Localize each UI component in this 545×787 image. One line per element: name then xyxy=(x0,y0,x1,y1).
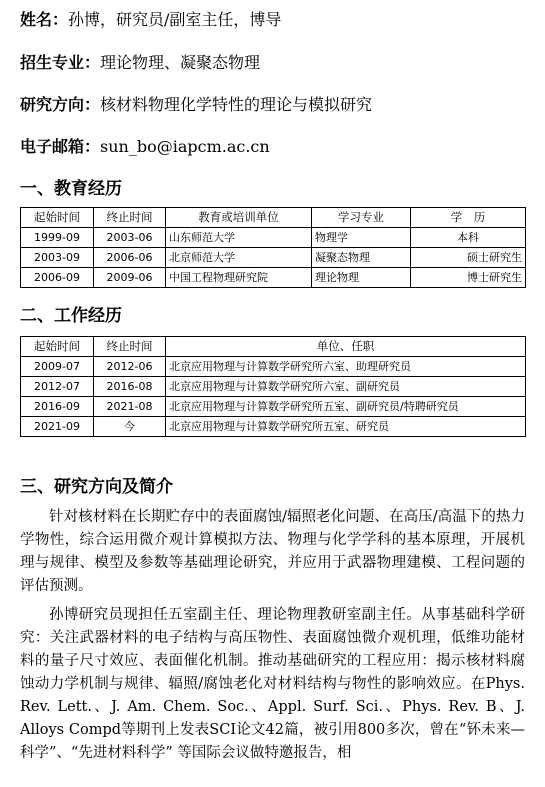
header-start: 起始时间 xyxy=(21,208,94,228)
cell-degree: 本科 xyxy=(411,228,526,248)
education-table xyxy=(20,207,526,288)
cell-degree: 博士研究生 xyxy=(411,268,526,288)
direction-label: 研究方向： xyxy=(20,95,101,114)
cell-position: 北京应用物理与计算数学研究所六室、助理研究员 xyxy=(166,357,526,377)
table-row xyxy=(21,248,526,268)
table-row xyxy=(21,417,526,437)
major-row xyxy=(20,53,260,73)
cell-degree: 硕士研究生 xyxy=(411,248,526,268)
header-end: 终止时间 xyxy=(94,208,166,228)
table-row xyxy=(21,228,526,248)
cell-end: 2021-08 xyxy=(94,397,166,417)
header-institution: 教育或培训单位 xyxy=(166,208,312,228)
cell-start: 2016-09 xyxy=(21,397,94,417)
cell-start: 2006-09 xyxy=(21,268,94,288)
cell-position: 北京应用物理与计算数学研究所六室、副研究员 xyxy=(166,377,526,397)
cell-start: 2009-07 xyxy=(21,357,94,377)
name-row xyxy=(20,10,281,30)
table-row xyxy=(21,397,526,417)
cell-position: 北京应用物理与计算数学研究所五室、副研究员/特聘研究员 xyxy=(166,397,526,417)
cell-end: 今 xyxy=(94,417,166,437)
cell-major: 凝聚态物理 xyxy=(312,248,411,268)
research-paragraph-1: 针对核材料在长期贮存中的表面腐蚀/辐照老化问题、在高压/高温下的热力学物性，综合运用微介观计算模拟方法、物理与化学学科的基本原理，开展机理与规律、模型及参数等基础理论研究，并应用于武器物理建模、工程问题的评估预测。 xyxy=(20,509,525,594)
cell-major: 物理学 xyxy=(312,228,411,248)
cell-end: 2012-06 xyxy=(94,357,166,377)
email-label: 电子邮箱： xyxy=(20,137,101,156)
cell-institution: 中国工程物理研究院 xyxy=(166,268,312,288)
table-row xyxy=(21,268,526,288)
work-table xyxy=(20,336,526,437)
direction-value: 核材料物理化学特性的理论与模拟研究 xyxy=(100,95,373,114)
research-title: 三、研究方向及简介 xyxy=(20,477,173,497)
work-title: 二、工作经历 xyxy=(20,306,122,326)
header-end: 终止时间 xyxy=(94,337,166,357)
cell-start: 2021-09 xyxy=(21,417,94,437)
cell-start: 2003-09 xyxy=(21,248,94,268)
cell-end: 2003-06 xyxy=(94,228,166,248)
cell-end: 2016-08 xyxy=(94,377,166,397)
research-paragraph-2: 孙博研究员现担任五室副主任、理论物理教研室副主任。从事基础科学研究：关注武器材料的电子结构与高压物性、表面腐蚀微介观机理，低维功能材料的量子尺寸效应、表面催化机制。推动基础研究的工程应用：揭示核材料腐蚀动力学机制与规律、辐照/腐蚀老化对材料结构与物性的影响效应。在Phys. Rev. Lett.、J. Am. Chem. Soc.、Appl. Surf. Sci.、Phys. Rev. B、J. Alloys Compd等期刊上发表SCI论文42篇，被引用800多次，曾在“钚未来—科学”、“先进材料科学” 等国际会议做特邀报告，相 xyxy=(20,607,525,761)
header-major: 学习专业 xyxy=(312,208,411,228)
cell-major: 理论物理 xyxy=(312,268,411,288)
header-position: 单位、任职 xyxy=(166,337,526,357)
cell-position: 北京应用物理与计算数学研究所五室、研究员 xyxy=(166,417,526,437)
header-degree: 学 历 xyxy=(411,208,526,228)
cell-start: 2012-07 xyxy=(21,377,94,397)
education-title: 一、教育经历 xyxy=(20,179,122,199)
major-value: 理论物理、凝聚态物理 xyxy=(100,53,261,72)
name-value: 孙博，研究员/副室主任，博导 xyxy=(68,10,282,29)
name-label: 姓名： xyxy=(20,10,69,29)
table-row xyxy=(21,357,526,377)
email-row xyxy=(20,137,270,157)
cell-start: 1999-09 xyxy=(21,228,94,248)
header-start: 起始时间 xyxy=(21,337,94,357)
major-label: 招生专业： xyxy=(20,53,101,72)
cell-end: 2006-06 xyxy=(94,248,166,268)
cell-institution: 山东师范大学 xyxy=(166,228,312,248)
table-row xyxy=(21,377,526,397)
direction-row xyxy=(20,95,372,115)
cell-end: 2009-06 xyxy=(94,268,166,288)
education-header-row xyxy=(21,208,526,228)
cell-institution: 北京师范大学 xyxy=(166,248,312,268)
email-value[interactable]: sun_bo@iapcm.ac.cn xyxy=(100,137,270,156)
work-header-row xyxy=(21,337,526,357)
